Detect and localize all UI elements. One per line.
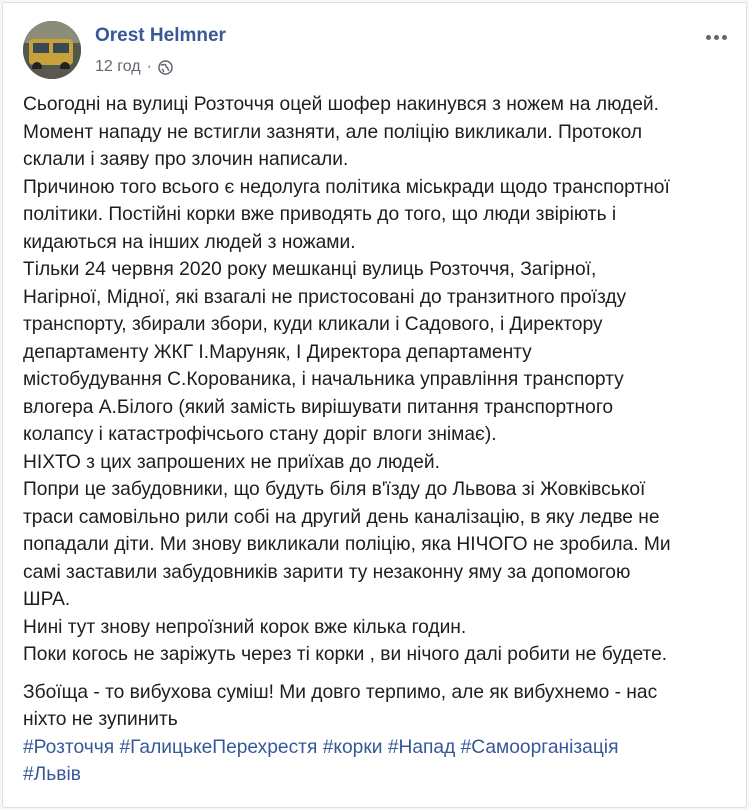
post-text-line: влогера А.Білого (який замість вирішувати питання транспортного	[23, 396, 614, 418]
post-card	[2, 2, 747, 808]
post-text-line: Момент нападу не встигли зазняти, але поліцію викликали. Протокол	[23, 121, 643, 143]
hashtag-link[interactable]: #ГалицькеПерехрестя	[119, 736, 318, 758]
post-text-line: склали і заяву про злочин написали.	[23, 149, 349, 170]
post-text-line: траси самовільно рили собі на другий день каналізацію, в яку ледве не	[23, 506, 660, 528]
hashtag-link[interactable]: #Самоорганізація	[460, 736, 619, 758]
meta-separator: ·	[146, 58, 152, 75]
hashtag-link[interactable]: #корки	[322, 736, 383, 758]
post-text-line: Нині тут знову непроїзний корок вже кілька годин.	[23, 616, 467, 638]
hashtags	[23, 734, 735, 789]
more-options-icon[interactable]	[702, 27, 730, 47]
post-text-line: ніхто не зупинить	[23, 709, 178, 730]
post-text-line: політики. Постійні корки вже приводять до того, що люди звіріють і	[23, 204, 617, 225]
avatar[interactable]	[23, 21, 81, 79]
post-text-line: транспорту, збирали збори, куди кликали і Садового, і Директору	[23, 314, 603, 335]
post-text-line: колапсу і катастрофічсього стану доріг влоги знімає).	[23, 424, 497, 445]
hashtag-link[interactable]: #Львів	[23, 764, 81, 785]
post-text-line: Сьогодні на вулиці Розточчя оцей шофер накинувся з ножем на людей.	[23, 94, 659, 115]
hashtag-link[interactable]: #Розточчя	[23, 736, 115, 758]
post-meta	[95, 58, 173, 76]
post-text-line: Причиною того всього є недолуга політика міськради щодо транспортної	[23, 176, 670, 198]
post-body	[23, 91, 735, 789]
post-text-line: кидаються на інших людей з ножами.	[23, 231, 356, 253]
post-text-line: Попри це забудовники, що будуть біля в'їзду до Львова зі Жовківської	[23, 479, 646, 500]
post-text-line: Поки когось не заріжуть через ті корки , ви нічого далі робити не будете.	[23, 644, 668, 665]
post-paragraph-main	[23, 91, 735, 669]
globe-icon[interactable]	[158, 60, 173, 75]
hashtag-link[interactable]: #Напад	[387, 736, 456, 758]
post-text-line: Тільки 24 червня 2020 року мешканці вулиць Розточчя, Загірної,	[23, 259, 597, 280]
post-text-line: департаменту ЖКГ І.Маруняк, І Директора департаменту	[23, 341, 532, 363]
avatar-image	[23, 21, 81, 79]
post-text-line: попадали діти. Ми знову викликали поліцію, яка НІЧОГО не зробила. Ми	[23, 534, 671, 555]
post-paragraph-closing	[23, 679, 735, 734]
post-text-line: ШРА.	[23, 589, 71, 610]
post-text-line: містобудування С.Корованика, і начальника управління транспорту	[23, 369, 624, 390]
post-text-line: Нагірної, Мідної, які взагалі не пристосовані до транзитного проїзду	[23, 286, 627, 308]
post-text-line: НІХТО з цих запрошених не приїхав до людей.	[23, 451, 440, 473]
post-timestamp[interactable]: 12 год	[95, 58, 141, 75]
post-text-line: самі заставили забудовників зарити ту незаконну яму за допомогою	[23, 561, 631, 583]
post-header	[23, 21, 730, 81]
author-name-link[interactable]: Orest Helmner	[95, 25, 226, 46]
post-text-line: Збоїща - то вибухова суміш! Ми довго терпимо, але як вибухнемо - нас	[23, 681, 658, 703]
